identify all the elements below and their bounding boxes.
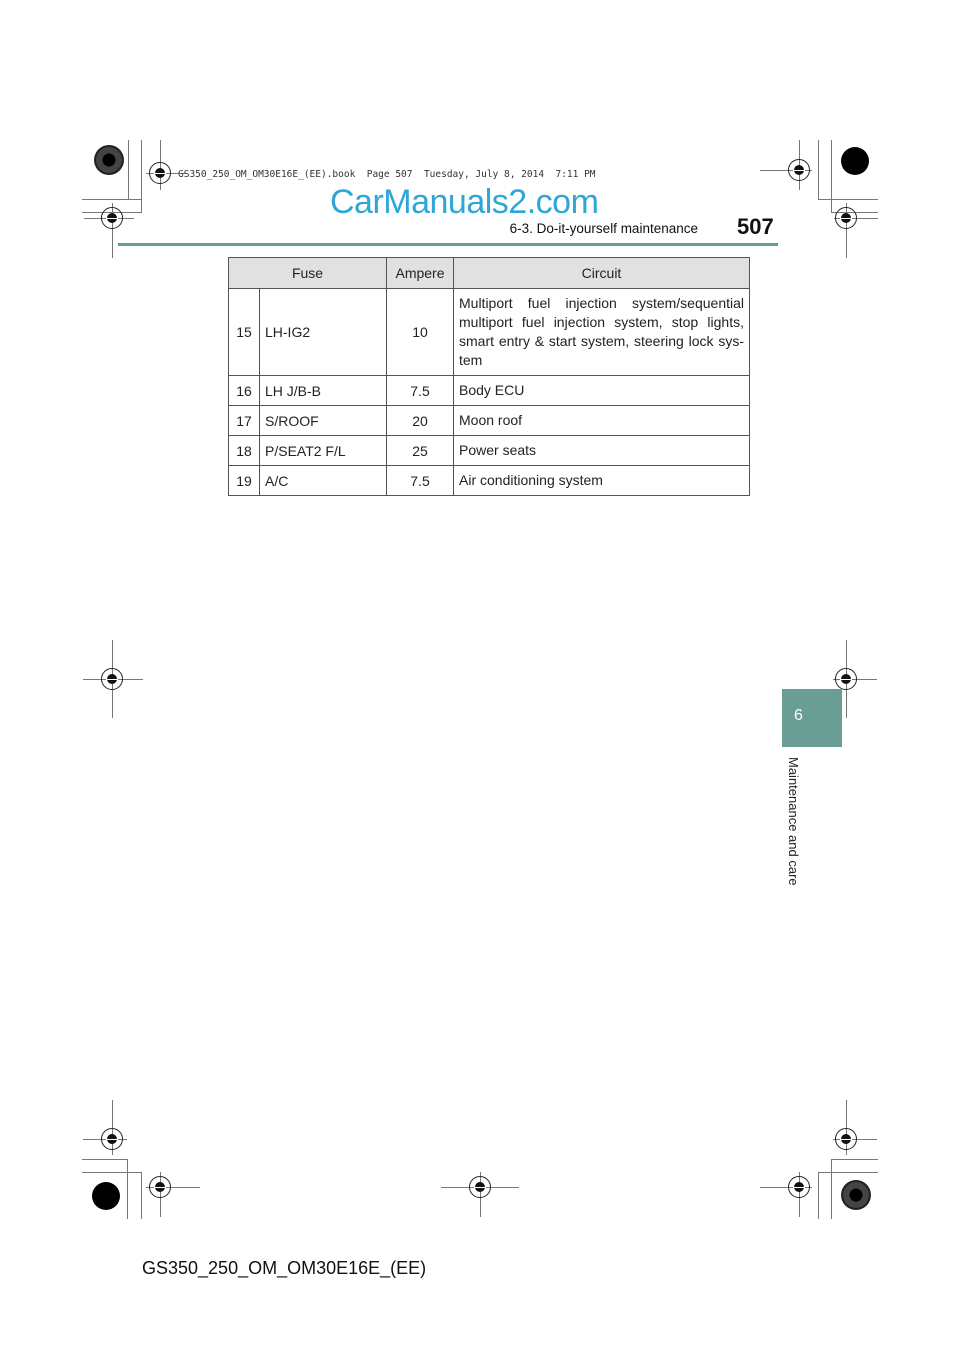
fuse-number: 16 [229, 376, 260, 406]
color-registration-icon [94, 145, 124, 175]
registration-mark-icon [469, 1176, 491, 1198]
chapter-title: Maintenance and care [786, 757, 801, 886]
crop-mark [818, 1172, 878, 1173]
column-header-circuit: Circuit [454, 258, 750, 289]
color-registration-icon [92, 1182, 120, 1210]
fuse-number: 19 [229, 466, 260, 496]
fuse-name: LH J/B-B [260, 376, 387, 406]
registration-mark-icon [149, 1176, 171, 1198]
header-rule [118, 243, 778, 246]
crop-mark [831, 1159, 878, 1160]
column-header-ampere: Ampere [387, 258, 454, 289]
watermark-link[interactable]: CarManuals2.com [330, 183, 599, 221]
crop-mark [82, 1172, 142, 1173]
registration-mark-icon [788, 1176, 810, 1198]
fuse-circuit: Moon roof [454, 406, 750, 436]
crop-mark [82, 199, 142, 200]
registration-mark-icon [835, 207, 857, 229]
section-title: 6-3. Do-it-yourself maintenance [509, 221, 698, 236]
table-header-row [229, 258, 750, 289]
column-header-fuse: Fuse [229, 258, 387, 289]
fuse-ampere: 7.5 [387, 466, 454, 496]
fuse-circuit: Multiport fuel injection system/sequential multiport fuel injection system, stop lights, smart entry & start system, steering lock sys-tem [454, 289, 750, 376]
table-row [229, 289, 750, 376]
fuse-circuit: Power seats [454, 436, 750, 466]
fuse-name: LH-IG2 [260, 289, 387, 376]
crop-mark [141, 140, 142, 212]
table-row [229, 466, 750, 496]
fuse-name: S/ROOF [260, 406, 387, 436]
fuse-name: A/C [260, 466, 387, 496]
fuse-name: P/SEAT2 F/L [260, 436, 387, 466]
chapter-tab[interactable] [782, 689, 842, 747]
registration-mark-icon [101, 1128, 123, 1150]
fuse-circuit: Body ECU [454, 376, 750, 406]
registration-mark-icon [101, 668, 123, 690]
registration-mark-icon [835, 1128, 857, 1150]
document-code: GS350_250_OM_OM30E16E_(EE) [142, 1258, 427, 1278]
registration-mark-icon [835, 668, 857, 690]
crop-mark [818, 140, 819, 200]
chapter-number: 6 [794, 707, 803, 724]
book-info-line: GS350_250_OM_OM30E16E_(EE).book Page 507 Tuesday, July 8, 2014 7:11 PM [178, 169, 596, 180]
registration-mark-icon [149, 162, 171, 184]
crop-mark [818, 1172, 819, 1219]
fuse-number: 18 [229, 436, 260, 466]
fuse-ampere: 7.5 [387, 376, 454, 406]
color-registration-icon [841, 147, 869, 175]
color-registration-icon [841, 1180, 871, 1210]
registration-mark-icon [788, 159, 810, 181]
fuse-circuit: Air conditioning system [454, 466, 750, 496]
registration-mark-icon [101, 207, 123, 229]
fuse-number: 15 [229, 289, 260, 376]
table-row [229, 436, 750, 466]
table-row [229, 406, 750, 436]
crop-mark [128, 140, 129, 200]
crop-mark [141, 1172, 142, 1219]
crop-mark [831, 140, 832, 212]
fuse-ampere: 10 [387, 289, 454, 376]
crop-mark [82, 1159, 128, 1160]
fuse-ampere: 20 [387, 406, 454, 436]
table-row [229, 376, 750, 406]
crop-mark [127, 1159, 128, 1219]
crop-mark [818, 199, 878, 200]
fuse-table [228, 257, 750, 496]
crop-mark [831, 1159, 832, 1219]
fuse-number: 17 [229, 406, 260, 436]
page-number: 507 [737, 214, 774, 239]
fuse-ampere: 25 [387, 436, 454, 466]
